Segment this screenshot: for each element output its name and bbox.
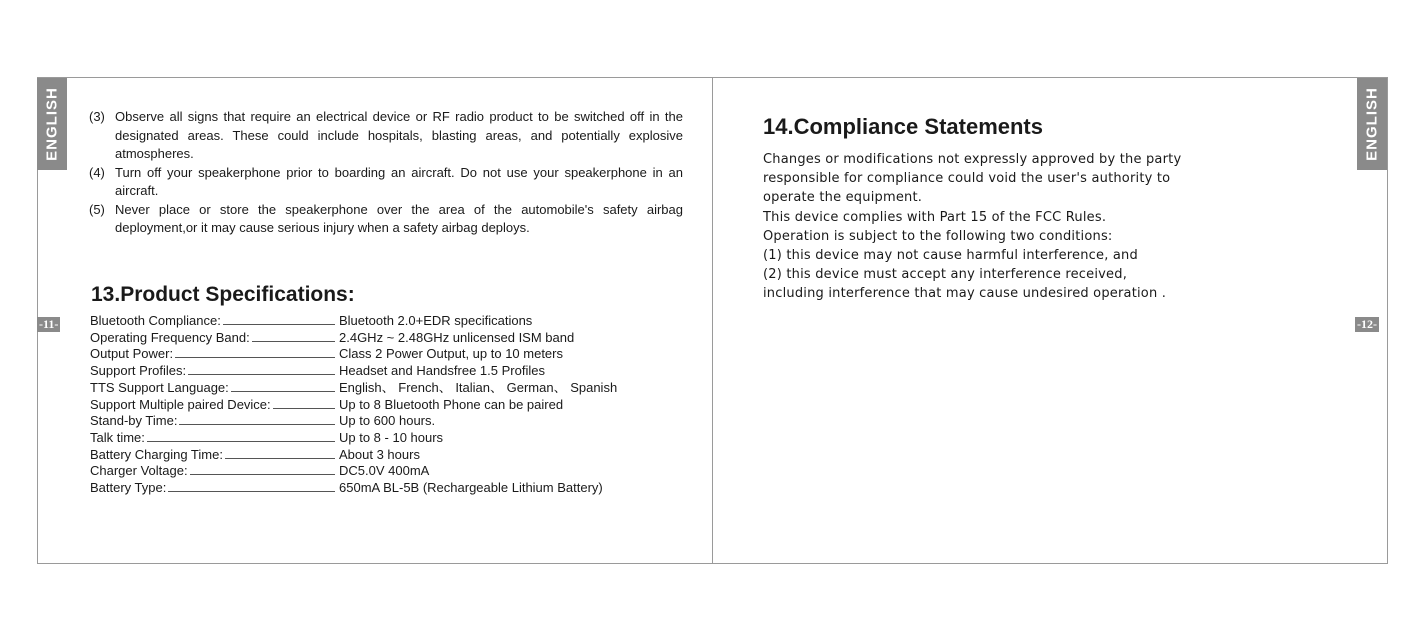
spec-value: DC5.0V 400mA bbox=[339, 463, 430, 479]
page-number-right: -12- bbox=[1357, 317, 1377, 331]
spec-row bbox=[90, 430, 690, 447]
spec-value: Headset and Handsfree 1.5 Profiles bbox=[339, 363, 545, 379]
spec-label: Battery Type: bbox=[90, 480, 167, 496]
spec-leader-line bbox=[223, 324, 335, 325]
compliance-heading: 14.Compliance Statements bbox=[763, 114, 1043, 139]
page-divider bbox=[712, 77, 713, 564]
warning-item bbox=[89, 164, 683, 201]
spec-row bbox=[90, 380, 690, 397]
specifications-heading: 13.Product Specifications: bbox=[91, 283, 355, 306]
spec-label: Operating Frequency Band: bbox=[90, 329, 250, 345]
spec-value: Up to 8 - 10 hours bbox=[339, 429, 444, 445]
spec-label: TTS Support Language: bbox=[90, 379, 229, 395]
compliance-line: Changes or modifications not expressly approved by the party bbox=[763, 152, 1182, 167]
spec-row bbox=[90, 313, 690, 330]
compliance-line: responsible for compliance could void the user's authority to bbox=[763, 171, 1171, 187]
spec-label: Battery Charging Time: bbox=[90, 446, 223, 462]
spec-row bbox=[90, 463, 690, 480]
spec-leader-line bbox=[273, 408, 335, 409]
compliance-line: operate the equipment. bbox=[763, 190, 923, 206]
spec-row bbox=[90, 363, 690, 380]
warning-number: (4) bbox=[89, 164, 105, 180]
warning-text: Turn off your speakerphone prior to boarding an aircraft. Do not use your speakerphone in an aircraft. bbox=[115, 164, 683, 198]
spec-leader-line bbox=[188, 374, 335, 375]
spec-row bbox=[90, 447, 690, 464]
language-tab-right bbox=[1357, 78, 1387, 170]
warning-number: (5) bbox=[89, 201, 105, 217]
spec-label: Charger Voltage: bbox=[90, 463, 188, 479]
compliance-line: This device complies with Part 15 of the FCC Rules. bbox=[763, 209, 1107, 225]
spec-value: About 3 hours bbox=[339, 446, 420, 462]
specifications-table bbox=[90, 313, 690, 497]
spec-row bbox=[90, 480, 690, 497]
compliance-line: (1) this device may not cause harmful interference, and bbox=[763, 248, 1138, 264]
compliance-line: (2) this device must accept any interference received, bbox=[763, 267, 1128, 283]
spec-leader-line bbox=[190, 474, 335, 475]
safety-warnings-list bbox=[89, 108, 683, 238]
spec-value: Up to 600 hours. bbox=[339, 413, 436, 429]
spec-label: Support Profiles: bbox=[90, 363, 187, 379]
compliance-statement bbox=[763, 150, 1263, 304]
spec-row bbox=[90, 413, 690, 430]
warning-number: (3) bbox=[89, 109, 105, 124]
language-tab-label: ENGLISH bbox=[43, 87, 61, 161]
language-tab-label: ENGLISH bbox=[1363, 87, 1381, 161]
warning-item bbox=[89, 108, 683, 164]
spec-label: Output Power: bbox=[90, 346, 174, 362]
spec-value: 650mA BL-5B (Rechargeable Lithium Battery) bbox=[339, 480, 603, 496]
spec-row bbox=[90, 330, 690, 347]
spec-leader-line bbox=[231, 391, 335, 392]
spec-leader-line bbox=[179, 424, 335, 425]
spec-label: Talk time: bbox=[90, 429, 145, 445]
spec-leader-line bbox=[168, 491, 335, 492]
spec-row bbox=[90, 397, 690, 414]
language-tab-left bbox=[37, 78, 67, 170]
spec-label: Bluetooth Compliance: bbox=[90, 313, 221, 328]
spec-value: Bluetooth 2.0+EDR specifications bbox=[339, 313, 533, 328]
page-number-left: -11- bbox=[39, 317, 59, 331]
spec-value: 2.4GHz ~ 2.48GHz unlicensed ISM band bbox=[339, 329, 575, 345]
spec-label: Support Multiple paired Device: bbox=[90, 396, 271, 412]
warning-text: Observe all signs that require an electrical device or RF radio product to be switched off in the designated areas. These could include hospitals, blasting areas, and potentially explosive atmospheres. bbox=[115, 109, 683, 161]
warning-text: Never place or store the speakerphone over the area of the automobile's safety airbag deployment,or it may cause serious injury when a safety airbag deploys. bbox=[115, 201, 683, 235]
spec-row bbox=[90, 346, 690, 363]
compliance-line: Operation is subject to the following two conditions: bbox=[763, 228, 1113, 244]
spec-value: English、 French、 Italian、 German、 Spanish bbox=[339, 379, 618, 395]
spec-label: Stand-by Time: bbox=[90, 413, 178, 429]
spec-leader-line bbox=[147, 441, 335, 442]
spec-value: Up to 8 Bluetooth Phone can be paired bbox=[339, 396, 564, 412]
spec-leader-line bbox=[175, 357, 335, 358]
warning-item bbox=[89, 201, 683, 238]
spec-value: Class 2 Power Output, up to 10 meters bbox=[339, 346, 563, 362]
spec-leader-line bbox=[252, 341, 335, 342]
compliance-line: including interference that may cause undesired operation . bbox=[763, 286, 1167, 302]
spec-leader-line bbox=[225, 458, 335, 459]
